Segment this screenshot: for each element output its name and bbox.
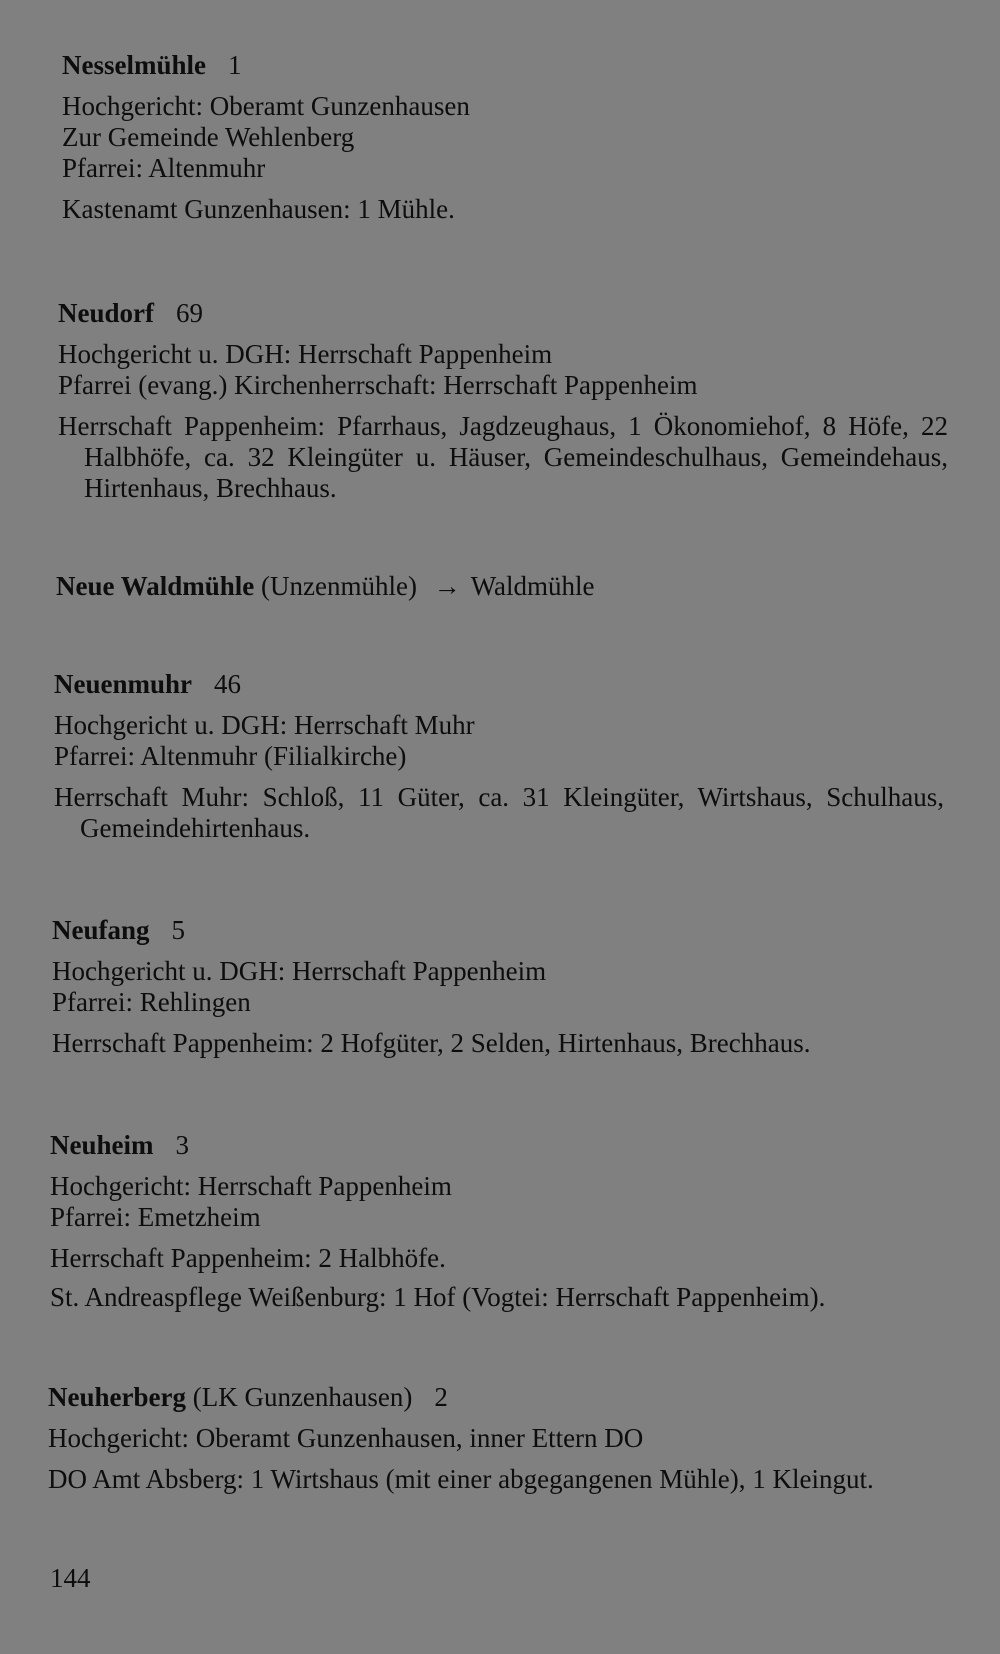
holdings-paragraph: Herrschaft Pappenheim: 2 Halbhöfe. — [50, 1243, 446, 1273]
entry-heading — [58, 298, 948, 329]
court-line: Hochgericht u. DGH: Herrschaft Pappenheim — [58, 339, 553, 369]
court-line: Hochgericht: Oberamt Gunzenhausen — [62, 91, 470, 121]
parish-line: Pfarrei (evang.) Kirchenherrschaft: Herrschaft Pappenheim — [58, 370, 698, 400]
alternate-name: (Unzenmühle) — [261, 571, 417, 601]
court-line: Hochgericht: Oberamt Gunzenhausen, inner Ettern DO — [48, 1423, 644, 1453]
house-count: 1 — [228, 50, 242, 80]
holdings-paragraph: Kastenamt Gunzenhausen: 1 Mühle. — [62, 194, 455, 224]
place-name: Neuherberg — [48, 1382, 186, 1412]
holdings-paragraph: Herrschaft Pappenheim: 2 Hofgüter, 2 Selden, Hirtenhaus, Brechhaus. — [52, 1028, 811, 1058]
cross-reference-link[interactable]: Waldmühle — [470, 571, 595, 601]
holdings-paragraph: Herrschaft Pappenheim: Pfarrhaus, Jagdzeughaus, 1 Ökonomiehof, 8 Höfe, 22 Halbhöfe, ca. 32 Kleingüter u. Häuser, Gemeindeschulhaus, Gemeindehaus, Hirtenhaus, Brechhaus. — [58, 411, 948, 503]
house-count: 46 — [214, 669, 242, 699]
entry-neuenmuhr — [54, 669, 944, 844]
place-name: Neuenmuhr — [54, 669, 193, 699]
place-name: Nesselmühle — [62, 50, 206, 80]
parish-line: Pfarrei: Rehlingen — [52, 987, 251, 1017]
entry-heading — [48, 1382, 936, 1413]
court-line: Hochgericht u. DGH: Herrschaft Muhr — [54, 710, 475, 740]
page-number: 144 — [50, 1563, 91, 1593]
parish-line: Pfarrei: Altenmuhr (Filialkirche) — [54, 741, 407, 771]
district-note: (LK Gunzenhausen) — [192, 1382, 413, 1412]
court-line: Hochgericht: Herrschaft Pappenheim — [50, 1171, 452, 1201]
house-count: 5 — [171, 915, 186, 945]
house-count: 2 — [434, 1382, 448, 1412]
holdings-paragraph: DO Amt Absberg: 1 Wirtshaus (mit einer abgegangenen Mühle), 1 Kleingut. — [48, 1464, 874, 1494]
parish-line: Pfarrei: Emetzheim — [50, 1202, 261, 1232]
house-count: 3 — [175, 1130, 189, 1160]
entry-heading — [56, 571, 951, 602]
entry-neue-waldmuehle — [56, 571, 951, 612]
court-line: Hochgericht u. DGH: Herrschaft Pappenheim — [52, 956, 547, 986]
house-count: 69 — [176, 298, 203, 328]
entry-heading — [54, 669, 944, 700]
entry-neuheim — [50, 1130, 950, 1313]
entry-nesselmuehle — [62, 50, 957, 225]
place-name: Neuheim — [50, 1130, 154, 1160]
reference-arrow-icon: → — [433, 571, 461, 601]
entry-heading — [62, 50, 957, 81]
entry-heading — [52, 915, 947, 946]
place-name: Neudorf — [58, 298, 154, 328]
parish-line: Pfarrei: Altenmuhr — [62, 153, 266, 183]
place-name: Neue Waldmühle — [56, 571, 255, 601]
holdings-paragraph: Herrschaft Muhr: Schloß, 11 Güter, ca. 31 Kleingüter, Wirtshaus, Schulhaus, Gemeindehirtenhaus. — [54, 782, 944, 843]
municipality-line: Zur Gemeinde Wehlenberg — [62, 122, 355, 152]
entry-neuherberg — [48, 1382, 936, 1495]
entry-heading — [50, 1130, 950, 1161]
place-name: Neufang — [52, 915, 150, 945]
entry-neudorf — [58, 298, 948, 504]
holdings-paragraph: St. Andreaspflege Weißenburg: 1 Hof (Vogtei: Herrschaft Pappenheim). — [50, 1282, 826, 1312]
entry-neufang — [52, 915, 947, 1059]
